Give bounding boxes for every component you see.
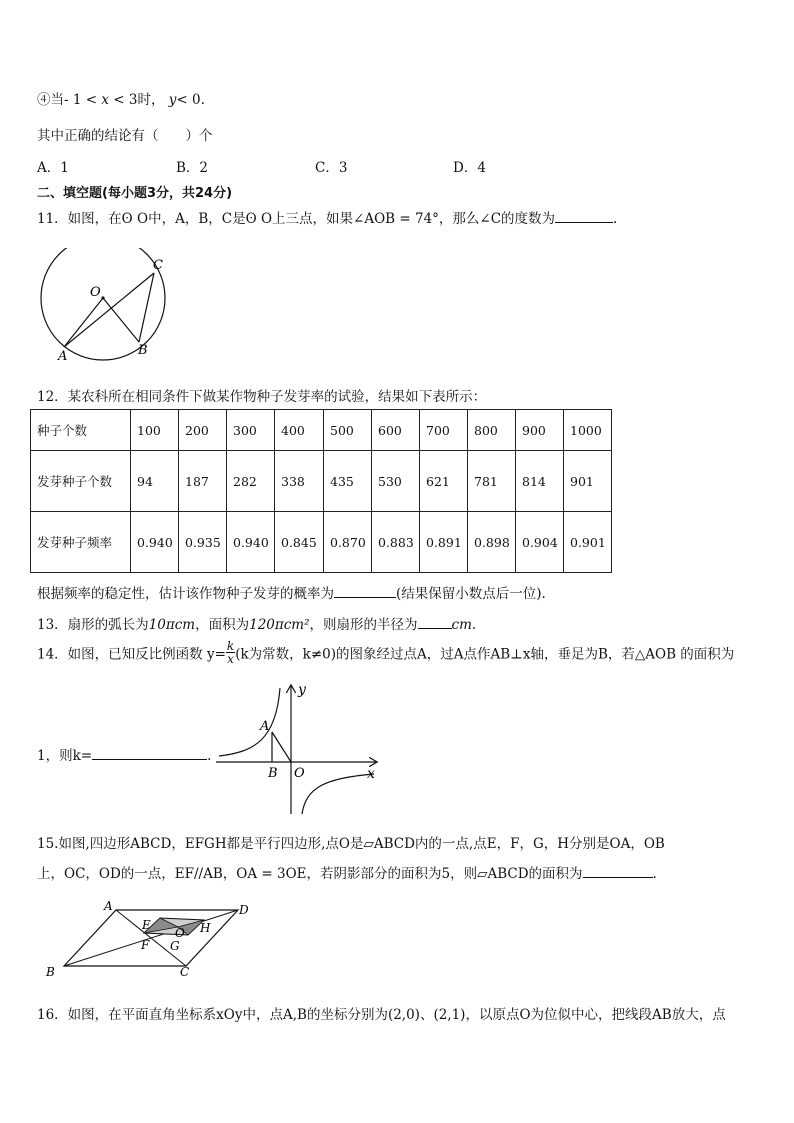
table-cell: 400 bbox=[275, 410, 324, 451]
table-cell: 0.898 bbox=[468, 512, 516, 573]
q14-answer-blank bbox=[92, 747, 207, 760]
table-cell: 500 bbox=[324, 410, 372, 451]
label-e: E bbox=[142, 918, 151, 932]
table-cell: 901 bbox=[564, 451, 612, 512]
table-cell: 300 bbox=[227, 410, 275, 451]
label-b: B bbox=[268, 766, 278, 781]
label-o: O bbox=[294, 766, 305, 781]
label-a: A bbox=[58, 349, 68, 364]
q14-answer-line: 1，则k= . bbox=[37, 748, 212, 764]
q13-answer-blank bbox=[418, 616, 452, 629]
table-cell: 0.845 bbox=[275, 512, 324, 573]
seed-table bbox=[30, 409, 612, 573]
q11-circle-figure bbox=[30, 248, 200, 368]
section-2-title: 二、填空题(每小题3分，共24分) bbox=[37, 186, 233, 201]
q12-answer-blank bbox=[334, 585, 396, 598]
table-cell: 600 bbox=[372, 410, 420, 451]
option-d: D．4 bbox=[453, 160, 486, 176]
q11-text: 11．如图，在ʘ O中，A，B，C是ʘ O上三点，如果∠AOB = 74°，那么∠C的度数为 . bbox=[37, 211, 618, 227]
q11-answer-blank bbox=[555, 210, 613, 223]
label-g: G bbox=[170, 939, 180, 953]
segment-oa bbox=[64, 298, 103, 347]
table-cell: 1000 bbox=[564, 410, 612, 451]
label-o: O bbox=[175, 926, 185, 940]
label-c: C bbox=[153, 258, 163, 273]
q15-line-1: 15.如图,四边形ABCD，EFGH都是平行四边形,点O是▱ABCD内的一点,点E，F，G，H分别是OA，OB bbox=[37, 836, 665, 852]
label-f: F bbox=[141, 938, 150, 952]
label-b: B bbox=[138, 343, 148, 358]
table-cell: 530 bbox=[372, 451, 420, 512]
row-label-seeds: 种子个数 bbox=[31, 410, 131, 451]
row-label-frequency: 发芽种子频率 bbox=[31, 512, 131, 573]
label-a: A bbox=[260, 719, 270, 734]
option-c: C．3 bbox=[315, 160, 348, 176]
segment-ob bbox=[103, 298, 139, 342]
table-cell: 0.891 bbox=[420, 512, 468, 573]
label-x: x bbox=[367, 766, 375, 782]
table-cell: 0.883 bbox=[372, 512, 420, 573]
table-cell: 0.870 bbox=[324, 512, 372, 573]
q12-conclusion: 根据频率的稳定性，估计该作物种子发芽的概率为 (结果保留小数点后一位). bbox=[37, 586, 546, 602]
q10-question: 其中正确的结论有（ ）个 bbox=[37, 128, 213, 144]
label-d: D bbox=[239, 903, 249, 917]
table-cell: 100 bbox=[131, 410, 179, 451]
fraction-k-over-x: $\frac{k}{x}$ bbox=[226, 639, 235, 666]
table-row bbox=[31, 512, 612, 573]
q15-answer-blank bbox=[583, 865, 653, 878]
table-cell: 781 bbox=[468, 451, 516, 512]
table-cell: 187 bbox=[179, 451, 227, 512]
label-h: H bbox=[200, 921, 211, 935]
q10-item-4: ④当- 1 < x < 3时， y< 0. bbox=[37, 92, 205, 108]
option-b: B．2 bbox=[176, 160, 209, 176]
table-cell: 282 bbox=[227, 451, 275, 512]
row-label-germinated: 发芽种子个数 bbox=[31, 451, 131, 512]
table-cell: 0.935 bbox=[179, 512, 227, 573]
segment-ao bbox=[272, 732, 291, 762]
table-cell: 700 bbox=[420, 410, 468, 451]
q14-text: 14．如图，已知反比例函数 y= $\frac{k}{x}$ (k为常数，k≠0)的图象经过点A，过A点作AB⊥x轴，垂足为B，若△AOB 的面积为 bbox=[37, 639, 735, 666]
table-row bbox=[31, 451, 612, 512]
table-cell: 0.901 bbox=[564, 512, 612, 573]
label-a: A bbox=[104, 899, 113, 913]
q12-intro: 12．某农科所在相同条件下做某作物种子发芽率的试验，结果如下表所示： bbox=[37, 389, 487, 405]
table-cell: 200 bbox=[179, 410, 227, 451]
label-c: C bbox=[180, 965, 190, 979]
q13-text: 13．扇形的弧长为10πcm，面积为120πcm²，则扇形的半径为 cm. bbox=[37, 617, 477, 633]
table-cell: 435 bbox=[324, 451, 372, 512]
table-cell: 900 bbox=[516, 410, 564, 451]
q15-parallelogram-figure bbox=[40, 896, 265, 980]
q16-text: 16．如图，在平面直角坐标系xOy中，点A,B的坐标分别为(2,0)、(2,1)，以原点O为位似中心，把线段AB放大，点 bbox=[37, 1007, 726, 1023]
label-b: B bbox=[46, 965, 55, 979]
center-point bbox=[101, 296, 104, 299]
table-cell: 621 bbox=[420, 451, 468, 512]
table-cell: 800 bbox=[468, 410, 516, 451]
table-cell: 94 bbox=[131, 451, 179, 512]
table-cell: 338 bbox=[275, 451, 324, 512]
hyperbola-branch-4 bbox=[302, 774, 374, 814]
table-cell: 0.940 bbox=[227, 512, 275, 573]
hyperbola-branch-2 bbox=[219, 688, 280, 756]
label-o: O bbox=[90, 285, 101, 300]
table-cell: 0.904 bbox=[516, 512, 564, 573]
table-row bbox=[31, 410, 612, 451]
q14-hyperbola-figure bbox=[214, 680, 394, 816]
table-cell: 0.940 bbox=[131, 512, 179, 573]
q15-line-2: 上，OC，OD的一点，EF//AB，OA = 3OE，若阴影部分的面积为5，则▱ABCD的面积为 . bbox=[37, 866, 657, 882]
table-cell: 814 bbox=[516, 451, 564, 512]
label-y: y bbox=[298, 682, 306, 698]
option-a: A．1 bbox=[37, 160, 69, 176]
